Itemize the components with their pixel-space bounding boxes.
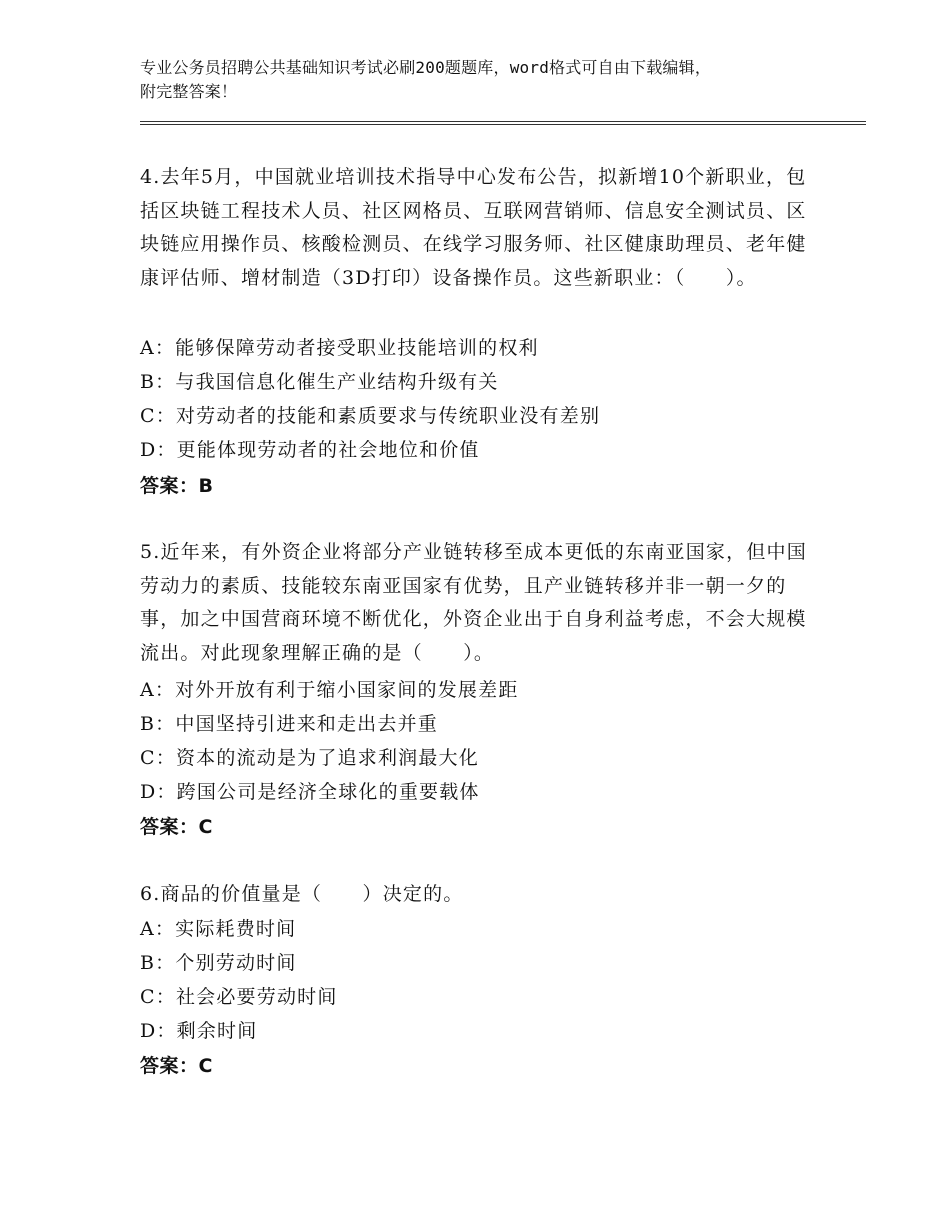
question-4-answer: 答案：B <box>140 475 214 497</box>
question-6-stem: 6.商品的价值量是（ ）决定的。 <box>140 883 464 905</box>
question-4-option-b: B：与我国信息化催生产业结构升级有关 <box>140 371 499 393</box>
header-divider-bottom <box>140 124 866 125</box>
question-5-option-b: B：中国坚持引进来和走出去并重 <box>140 713 438 735</box>
question-6-option-c: C：社会必要劳动时间 <box>140 986 338 1008</box>
question-6-answer: 答案：C <box>140 1055 213 1077</box>
question-6-option-a: A：实际耗费时间 <box>140 918 297 940</box>
question-5-option-d: D：跨国公司是经济全球化的重要载体 <box>140 781 480 803</box>
header-line-1: 专业公务员招聘公共基础知识考试必刷200题题库，word格式可自由下载编辑， <box>140 58 712 77</box>
question-5-stem: 5.近年来，有外资企业将部分产业链转移至成本更低的东南亚国家，但中国劳动力的素质、技能较东南亚国家有优势，且产业链转移并非一朝一夕的事，加之中国营商环境不断优化，外资企业出于自身利益考虑，不会大规模流出。对此现象理解正确的是（ ）。 <box>140 541 807 665</box>
question-5-option-a: A：对外开放有利于缩小国家间的发展差距 <box>140 679 519 701</box>
question-4-option-a: A：能够保障劳动者接受职业技能培训的权利 <box>140 337 539 359</box>
document-header <box>140 56 800 104</box>
question-4-option-c: C：对劳动者的技能和素质要求与传统职业没有差别 <box>140 405 601 427</box>
question-4-stem: 4.去年5月，中国就业培训技术指导中心发布公告，拟新增10个新职业，包括区块链工程技术人员、社区网格员、互联网营销师、信息安全测试员、区块链应用操作员、核酸检测员、在线学习服务师、社区健康助理员、老年健康评估师、增材制造（3D打印）设备操作员。这些新职业：（ ）。 <box>140 166 807 290</box>
question-6-option-b: B：个别劳动时间 <box>140 952 297 974</box>
question-6-option-d: D：剩余时间 <box>140 1020 258 1042</box>
header-line-2: 附完整答案！ <box>140 82 238 101</box>
header-divider-top <box>140 121 866 122</box>
question-4-option-d: D：更能体现劳动者的社会地位和价值 <box>140 439 480 461</box>
question-5-option-c: C：资本的流动是为了追求利润最大化 <box>140 747 479 769</box>
question-5-answer: 答案：C <box>140 816 213 838</box>
